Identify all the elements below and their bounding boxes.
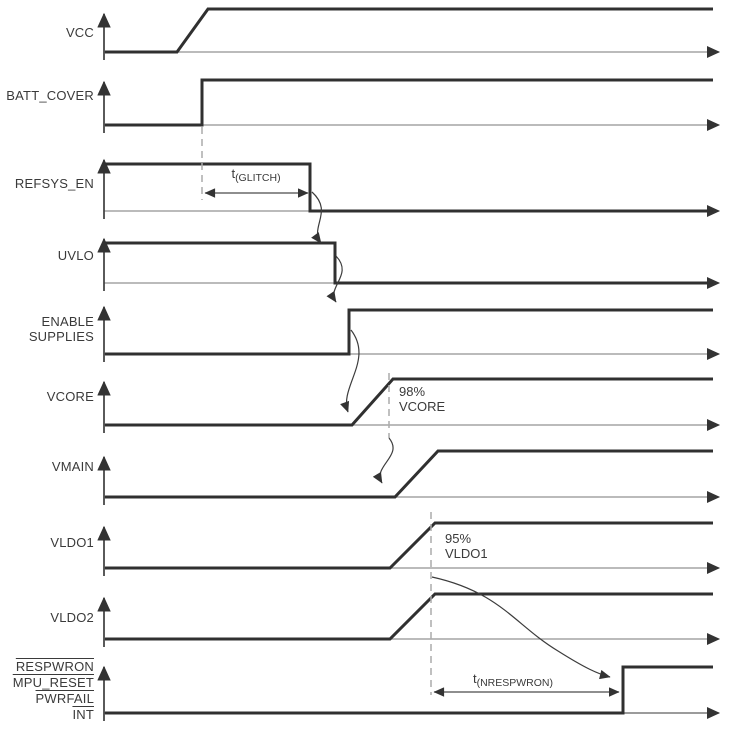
signal-label-uvlo: UVLO (57, 248, 94, 263)
waveform-respwron-mpu-reset-pwrfail-int (105, 667, 713, 713)
signal-label-enable-supplies: ENABLE SUPPLIES (28, 314, 94, 344)
t-nrespwron-label: $t_{(NRESPWRON)}$ (472, 671, 554, 689)
connector-vcore-98-to-vmain-ramp (380, 438, 393, 483)
signal-label-refsys-en: REFSYS_EN (14, 176, 94, 191)
waveform-batt-cover (105, 80, 713, 125)
waveform-vcc (105, 9, 713, 52)
signal-label-respwron-group: RESPWRON MPU_RESET PWRFAIL $\overline{INT}$ (12, 659, 94, 722)
connector-refsys-fall-to-uvlo-fall (312, 192, 321, 243)
signal-label-vcc: VCC (65, 25, 94, 40)
waveform-uvlo (105, 243, 713, 283)
t-glitch-label: $t_{(GLITCH)}$ (231, 166, 281, 184)
vcore-98-percent-label: 98% VCORE (399, 384, 446, 414)
waveform-vmain (105, 451, 713, 497)
vldo1-95-percent-label: 95% VLDO1 (445, 531, 488, 561)
signal-label-vmain: VMAIN (51, 459, 94, 474)
signal-label-vcore: VCORE (46, 389, 94, 404)
waveform-vldo2 (105, 594, 713, 639)
signal-label-batt-cover: BATT_COVER (6, 88, 94, 103)
signal-label-vldo2: VLDO2 (50, 610, 94, 625)
connector-vldo1-95-to-respwron-rise (432, 577, 610, 677)
waveform-refsys-en (105, 164, 713, 211)
waveform-vldo1 (105, 523, 713, 568)
waveform-enable-supplies (105, 310, 713, 354)
signal-label-vldo1: VLDO1 (50, 535, 94, 550)
